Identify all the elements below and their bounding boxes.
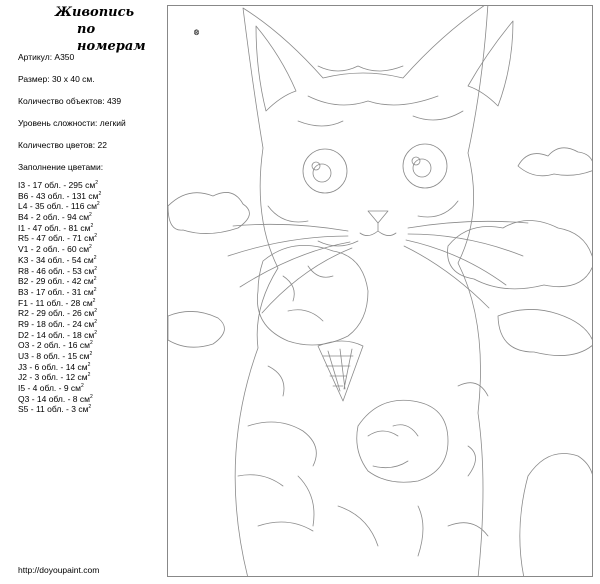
area-unit-superscript: 2 [93,276,97,283]
area-unit-superscript: 2 [87,372,91,379]
color-legend-item [18,296,101,307]
area-unit-superscript: 2 [94,265,98,272]
area-unit-superscript: 2 [98,190,102,197]
color-legend-item [18,253,101,264]
logo-line-1: Живопись [55,5,135,20]
color-entry-text: O3 - 2 обл. - 16 см [18,340,90,351]
color-entry-text: B4 - 2 обл. - 94 см [18,212,90,223]
color-legend-item [18,264,101,275]
area-unit-superscript: 2 [94,318,98,325]
color-entry-text: L4 - 35 обл. - 116 см [18,201,97,212]
color-entry-text: R5 - 47 обл. - 71 см [18,233,95,244]
area-unit-superscript: 2 [94,308,98,315]
cat-line-art [168,6,593,577]
area-unit-superscript: 2 [89,351,93,357]
cat-right-ear-inner [468,21,513,106]
article-number: Артикул: A350 [18,52,75,62]
color-entry-text: R9 - 18 обл. - 24 см [18,318,95,329]
color-entry-text: J3 - 6 обл. - 14 см [18,361,88,372]
area-unit-superscript: 2 [94,233,98,240]
color-entry-text: R8 - 46 обл. - 53 см [18,265,95,276]
area-unit-superscript: 2 [89,393,93,400]
registered-mark: ® [193,28,200,37]
color-legend-item [18,199,101,210]
color-entry-text: S5 - 11 обл. - 3 см [18,404,89,415]
color-entry-text: I5 - 4 обл. - 9 см [18,383,82,394]
area-unit-superscript: 2 [89,212,92,219]
color-entry-text: D2 - 14 обл. - 18 см [18,329,95,340]
color-entry-text: U3 - 8 обл. - 15 см [18,351,90,361]
cat-mouth [360,223,396,236]
cloud-right-top [518,148,593,176]
area-unit-superscript: 2 [96,201,100,208]
color-legend-item [18,328,101,339]
color-entry-text: R2 - 29 обл. - 26 см [18,308,95,319]
color-legend-item [18,274,101,285]
cat-right-pupil [413,159,431,177]
color-entry-text: I1 - 47 обл. - 81 см [18,222,91,233]
color-legend-item [18,210,101,221]
color-legend-item [18,189,101,200]
area-unit-superscript: 2 [87,361,91,368]
color-entry-text: I3 - 17 обл. - 295 см [18,180,96,190]
color-legend-item [18,349,101,360]
color-legend-item [18,402,101,413]
coloring-canvas [167,5,593,577]
difficulty-level: Уровень сложности: легкий [18,118,126,128]
color-entry-text: F1 - 11 обл. - 28 см [18,297,93,308]
color-entry-text: K3 - 34 обл. - 54 см [18,254,94,265]
color-legend-item [18,178,101,189]
colors-count: Количество цветов: 22 [18,140,107,150]
color-legend-item [18,381,101,392]
cat-right-eye [403,144,447,188]
color-legend-item [18,242,101,253]
cloud-left-low [168,311,224,347]
area-unit-superscript: 2 [92,297,96,304]
color-legend-list [18,178,101,413]
canvas-size: Размер: 30 х 40 см. [18,74,95,84]
color-entry-text: Q3 - 14 обл. - 8 см [18,393,90,404]
color-legend-item [18,360,101,371]
color-legend-item [18,338,101,349]
area-unit-superscript: 2 [89,244,92,251]
area-unit-superscript: 2 [90,222,94,229]
area-unit-superscript: 2 [89,340,93,347]
cat-nose [368,211,388,223]
color-legend-item [18,370,101,381]
cat-left-eye [303,149,347,193]
area-unit-superscript: 2 [88,404,92,411]
color-entry-text: B6 - 43 обл. - 131 см [18,190,99,201]
cloud-left [168,192,249,233]
color-legend-item [18,392,101,403]
color-legend-item [18,306,101,317]
ice-cream-scoop [257,245,368,345]
color-legend-item [18,231,101,242]
cat-body-outline [235,6,488,577]
area-unit-superscript: 2 [93,254,97,261]
cat-whiskers-left [228,224,352,313]
logo-line-2: по номерам [77,22,146,54]
website-link[interactable]: http://doyoupaint.com [18,565,100,575]
area-unit-superscript: 2 [93,286,97,293]
color-entry-text: B2 - 29 обл. - 42 см [18,276,94,287]
cat-paw [357,400,448,482]
area-unit-superscript: 2 [81,383,84,390]
fill-heading: Заполнение цветами: [18,162,104,172]
cat-left-pupil [313,164,331,182]
objects-count: Количество объектов: 439 [18,96,122,106]
cloud-bottom-right [520,454,593,578]
cat-whiskers-right [404,221,528,308]
cloud-right-low [498,309,593,355]
color-entry-text: V1 - 2 обл. - 60 см [18,244,90,255]
color-legend-item [18,285,101,296]
area-unit-superscript: 2 [94,329,98,336]
brand-logo [55,4,200,55]
color-entry-text: J2 - 3 обл. - 12 см [18,372,88,383]
color-entry-text: B3 - 17 обл. - 31 см [18,286,94,297]
area-unit-superscript: 2 [95,180,98,186]
color-legend-item [18,221,101,232]
color-legend-item [18,317,101,328]
cat-left-ear-inner [256,26,296,111]
